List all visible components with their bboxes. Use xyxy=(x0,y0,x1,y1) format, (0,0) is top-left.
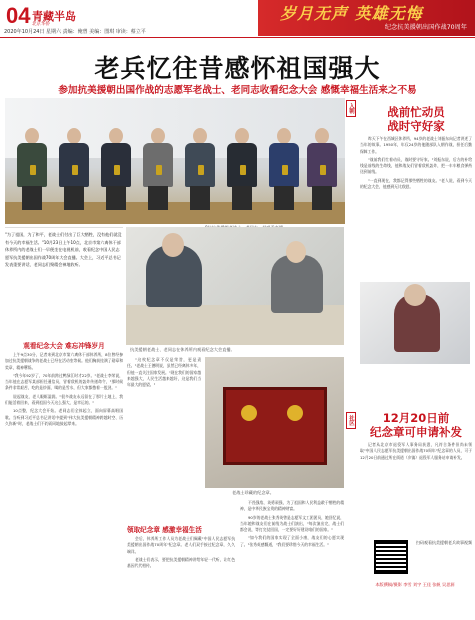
main-headline: 老兵忆往昔感怀祖国强大 xyxy=(94,54,381,83)
right-veteran-photo xyxy=(360,282,470,364)
body-paragraph: 会后，休养所工作人员为老战士们佩戴"中国人民志愿军抗美援朝出国作战70周年"纪念章。老人们双手接过纪念章，久久端详。 xyxy=(127,536,235,554)
byline-footer: 本版撰稿/摄影 李雪 刘宇 王佳 张帆 吴思源 xyxy=(375,582,455,587)
paper-brand-sub: 北京华侨 xyxy=(32,22,50,27)
side-flag-1: 入朝 xyxy=(346,100,356,117)
themed-banner xyxy=(258,0,475,36)
medal-icon xyxy=(241,405,257,421)
header-rule xyxy=(0,37,475,38)
body-column-4 xyxy=(240,500,344,616)
section-title-watch: 观看纪念大会 难忘冲锋岁月 xyxy=(23,342,105,350)
veteran-head xyxy=(286,241,306,263)
medal-icon xyxy=(287,405,303,421)
body-column-1 xyxy=(5,352,123,616)
body-paragraph: "这枚纪念章不仅是荣誉，更是责任。"老战士王德明说，虽然已经离休多年，但他一直关注国家发展。"现在我们的国家越来越强大，人民生活越来越好，这是我们当年最大的愿望。" xyxy=(127,357,201,388)
veteran-head xyxy=(404,284,426,306)
right-headline-2a: 12月20日前 xyxy=(382,411,450,425)
body-paragraph: "一直到现在，我都记得那些牺牲的战友。"老人说，看到今天的纪念大会，他感到无比欣慰。 xyxy=(360,177,472,190)
watching-broadcast-photo xyxy=(126,227,344,345)
veteran-figure xyxy=(267,128,301,210)
body-paragraph: 上午9点30分，记者来到北京市第六离休干部休养所，8位曾经参加过抗美援朝战争的老战士已经在活动室等候。他们胸前挂满了勋章和奖章，精神矍铄。 xyxy=(5,352,123,370)
veteran-figure xyxy=(225,128,259,210)
paper-brand: 青藏半岛 xyxy=(32,10,76,23)
lead-paragraph: "为了祖国，为了和平，老战士们付出了巨大牺牲，没有他们就没有今天的幸福生活。"10月23日上午10点，北京市第六离休干部休养所内的老战士们一早便坐在电视机前，收看纪念中国人民志愿军抗美援朝出国作战70周年大会直播。大会上，习近平总书记发表重要讲话，老同志们聚精会神地收听。 xyxy=(5,227,123,353)
veteran-figure xyxy=(15,128,49,210)
body-paragraph: 90岁的老战士张秀英曾是志愿军文工团团员，她回忆说，当年她和战友们在前线为战士们演出，"每次演出完，战士们都会说，等打完仗回国，一定要好好建设咱们的国家。" xyxy=(240,514,344,533)
body-paragraph: "战前我们忙着动员，战时要守好家。"刘振东说，后方的补给线是前线的生命线，他和战友们冒着敌机轰炸，把一车车粮食弹药送到前线。 xyxy=(360,156,472,175)
qr-code-icon[interactable] xyxy=(374,540,408,574)
right-headline-1b: 战时守好家 xyxy=(387,119,445,133)
veteran-figure xyxy=(183,128,217,210)
issue-meta: 2020年10月24日 星期六 责编：俺曾 美编：图琪 审读：蔡立平 xyxy=(4,29,146,35)
body-paragraph: "如今我们的国家实现了全面小康，战友们的心愿实现了。"张秀英感慨道，"我们要珍惜今天的幸福生活。" xyxy=(240,535,344,547)
medal-case xyxy=(223,387,327,465)
body-paragraph: 昨天下午在西城区休养所，94岁的老战士刘振东向记者讲述了当年的故事。1950年，年仅24岁的他随部队入朝作战，担任后勤保障工作。 xyxy=(360,136,472,154)
side-flag-2: 社区 xyxy=(346,412,356,429)
right-body-2 xyxy=(360,442,472,534)
main-subhead: 参加抗美援朝出国作战的志愿军老战士、老同志收看纪念大会 感慨幸福生活来之不易 xyxy=(58,85,417,96)
qr-caption: 扫码观看抗美援朝老兵故事视频 xyxy=(416,540,472,545)
body-column-3 xyxy=(127,536,235,616)
banner-slogan: 岁月无声 英雄无悔 xyxy=(280,4,423,23)
veteran-head xyxy=(162,233,184,257)
mid-photo-caption: 抗美援朝老战士、老同志在休养所内观看纪念大会直播。 xyxy=(130,347,235,352)
right-headline-1a: 战前忙动员 xyxy=(387,105,445,119)
medal-photo xyxy=(205,357,344,488)
veteran-figure xyxy=(271,255,323,313)
body-paragraph: 老战士们表示，要把抗美援朝精神讲给年轻一代听，让红色基因代代相传。 xyxy=(127,556,235,569)
right-headline-2b: 纪念章可申请补发 xyxy=(370,425,462,439)
veteran-figure xyxy=(99,128,133,210)
page-number: 04 xyxy=(6,3,31,28)
body-paragraph: 记者从北京市退役军人事务局获悉，凡符合条件但尚未领取"中国人民志愿军抗美援朝出国作战70周年"纪念章的人员，可于12月20日前通过所在街道（乡镇）退役军人服务站申请补发。 xyxy=(360,442,472,460)
banner-subtitle: 纪念抗美援朝出国作战70周年 xyxy=(384,24,467,31)
medal-photo-caption: 老战士珍藏的纪念章。 xyxy=(232,490,274,495)
body-column-2 xyxy=(127,357,201,519)
right-body-1 xyxy=(360,136,472,280)
veteran-figure xyxy=(57,128,91,210)
veteran-figure xyxy=(305,128,339,210)
body-paragraph: 10点整，纪念大会开始。老同志们全体起立，面向屏幕高唱国歌。当听到习近平总书记讲话中提到"伟大抗美援朝精神跨越时空、历久弥新"时，老战士们不约而同地鼓起掌来。 xyxy=(5,408,123,426)
body-paragraph: 不畏强敌、英勇顽强，为了祖国和人民利益敢于牺牲的精神，是中华民族宝贵的精神财富。 xyxy=(240,500,344,512)
group-photo xyxy=(5,98,345,224)
veteran-figure xyxy=(141,128,175,210)
body-paragraph: 说起战友，老人眼眶湿润。"很多战友永远留在了那片土地上，我们能活着回来，看到祖国今天这么强大，是幸运的。" xyxy=(5,393,123,406)
section-title-medal: 领取纪念章 感激幸福生活 xyxy=(127,526,202,534)
masthead xyxy=(0,0,475,38)
body-paragraph: "我今年92岁了，70年前跨过鸭绿江时才22岁。"老战士李荣说，当年他在志愿军某部担任通信员，冒着敌机的轰炸传递命令，"那时候条件非常艰苦，吃的是炒面，喝的是雪水，但大家都憋着一股劲。" xyxy=(5,372,123,391)
